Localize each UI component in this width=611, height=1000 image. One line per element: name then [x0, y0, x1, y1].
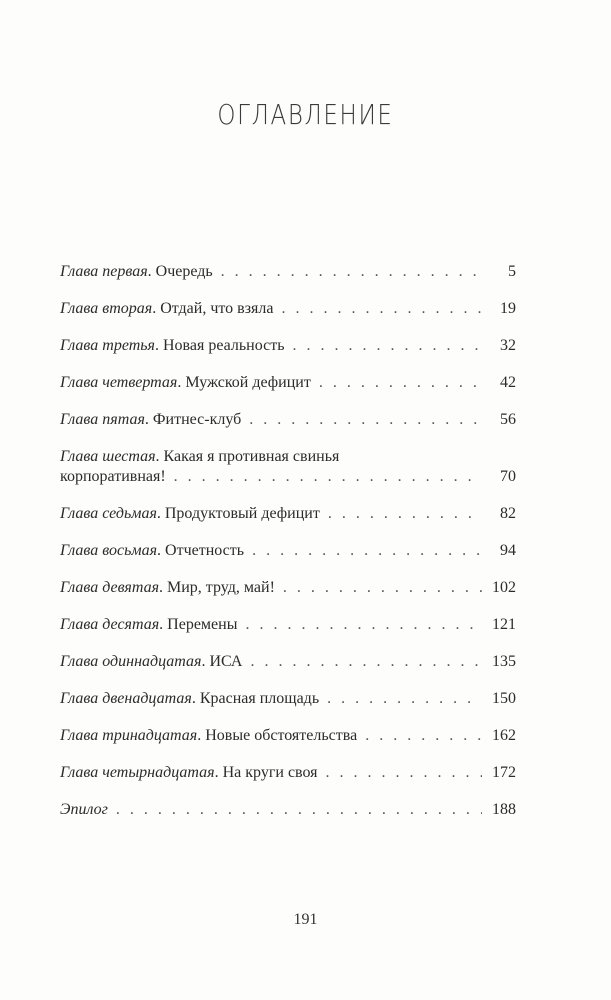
toc-entry: Глава одиннадцатая. ИСА . . . 135 — [60, 652, 516, 672]
leader-dots — [326, 763, 482, 783]
page-ref: 5 — [508, 263, 516, 280]
chapter-name: На круги своя — [222, 764, 318, 781]
page-ref: 56 — [500, 411, 516, 428]
toc-entry: Глава десятая. Перемены . . . 121 — [60, 615, 516, 635]
chapter-name: Новые обстоятельства — [205, 727, 358, 744]
leader-dots — [252, 541, 482, 561]
page-ref: 188 — [492, 801, 516, 818]
leader-dots — [249, 410, 482, 430]
toc-entry-epilogue — [60, 800, 516, 820]
chapter-name: Продуктовый дефицит — [164, 505, 320, 522]
leader-dots — [365, 726, 482, 746]
chapter-name: Мир, труд, май! — [167, 579, 275, 596]
page-ref: 42 — [500, 374, 516, 391]
page-ref: 70 — [500, 468, 516, 485]
page-number: 191 — [293, 911, 318, 928]
toc-entry: Глава четвертая. Мужской дефицит . . . 42 — [60, 373, 516, 393]
chapter-name: Красная площадь — [199, 690, 320, 707]
toc-entry: Глава третья. Новая реальность . . . 32 — [60, 336, 516, 356]
page-ref: 32 — [500, 337, 516, 354]
chapter-label: Глава девятая — [60, 579, 160, 596]
leader-dots — [221, 262, 482, 282]
page-ref: 102 — [492, 579, 516, 596]
leader-dots — [174, 467, 482, 487]
page-title: ОГЛАВЛЕНИЕ — [217, 98, 394, 131]
chapter-label: Глава седьмая — [60, 505, 157, 522]
chapter-label: Глава одиннадцатая — [60, 653, 202, 670]
chapter-label: Глава третья — [60, 337, 155, 354]
leader-dots — [328, 504, 482, 524]
leader-dots — [293, 336, 482, 356]
toc-entry: Глава первая. Очередь . . . 5 — [60, 262, 516, 282]
page-ref: 172 — [492, 764, 516, 781]
chapter-label: Глава первая — [60, 263, 148, 280]
toc-entry: Глава двенадцатая. Красная площадь . . . 150 — [60, 689, 516, 709]
leader-dots — [282, 299, 483, 319]
toc-entry: Глава пятая. Фитнес-клуб . . . 56 — [60, 410, 516, 430]
chapter-label: Глава вторая — [60, 300, 153, 317]
toc-entry: Глава восьмая. Отчетность . . . 94 — [60, 541, 516, 561]
chapter-name: Фитнес-клуб — [152, 411, 242, 428]
leader-dots — [319, 373, 482, 393]
chapter-name: Новая реальность — [162, 337, 285, 354]
leader-dots — [245, 615, 482, 635]
chapter-label: Глава четырнадцатая — [60, 764, 215, 781]
toc-entry: Глава тринадцатая. Новые обстоятельства . . . 162 — [60, 726, 516, 746]
chapter-name: Какая я противная свинья — [163, 448, 340, 465]
leader-dots — [283, 578, 482, 598]
chapter-name: Перемены — [167, 616, 238, 633]
chapter-name: Очередь — [155, 263, 213, 280]
toc-entry: Глава вторая. Отдай, что взяла . . . 19 — [60, 299, 516, 319]
chapter-name: Отчетность — [165, 542, 245, 559]
toc-entry: Глава седьмая. Продуктовый дефицит . . . 82 — [60, 504, 516, 524]
page-ref: 135 — [492, 653, 516, 670]
page-ref: 82 — [500, 505, 516, 522]
page-ref: 94 — [500, 542, 516, 559]
chapter-label: Глава четвертая — [60, 374, 178, 391]
chapter-label: Глава пятая — [60, 411, 145, 428]
chapter-label: Глава шестая — [60, 448, 156, 465]
chapter-label: Глава восьмая — [60, 542, 158, 559]
page-ref: 150 — [492, 690, 516, 707]
chapter-label: Глава двенадцатая — [60, 690, 192, 707]
toc-entry: Глава шестая. Какая я противная свинья корпоративная! . . . 70 — [60, 447, 516, 487]
page-ref: 19 — [500, 300, 516, 317]
toc-entry: Глава четырнадцатая. На круги своя . . . 172 — [60, 763, 516, 783]
chapter-label: Глава тринадцатая — [60, 727, 198, 744]
epilogue-label: Эпилог — [60, 801, 108, 818]
chapter-name: ИСА — [209, 653, 243, 670]
chapter-name: Отдай, что взяла — [160, 300, 274, 317]
toc-entry: Глава девятая. Мир, труд, май! . . . 102 — [60, 578, 516, 598]
page-ref: 121 — [492, 616, 516, 633]
chapter-label: Глава десятая — [60, 616, 160, 633]
leader-dots — [327, 689, 482, 709]
leader-dots — [250, 652, 482, 672]
chapter-name: Мужской дефицит — [185, 374, 311, 391]
table-of-contents — [60, 262, 516, 837]
chapter-name-continued: корпоративная! — [60, 468, 166, 485]
page-ref: 162 — [492, 727, 516, 744]
leader-dots — [116, 800, 482, 820]
